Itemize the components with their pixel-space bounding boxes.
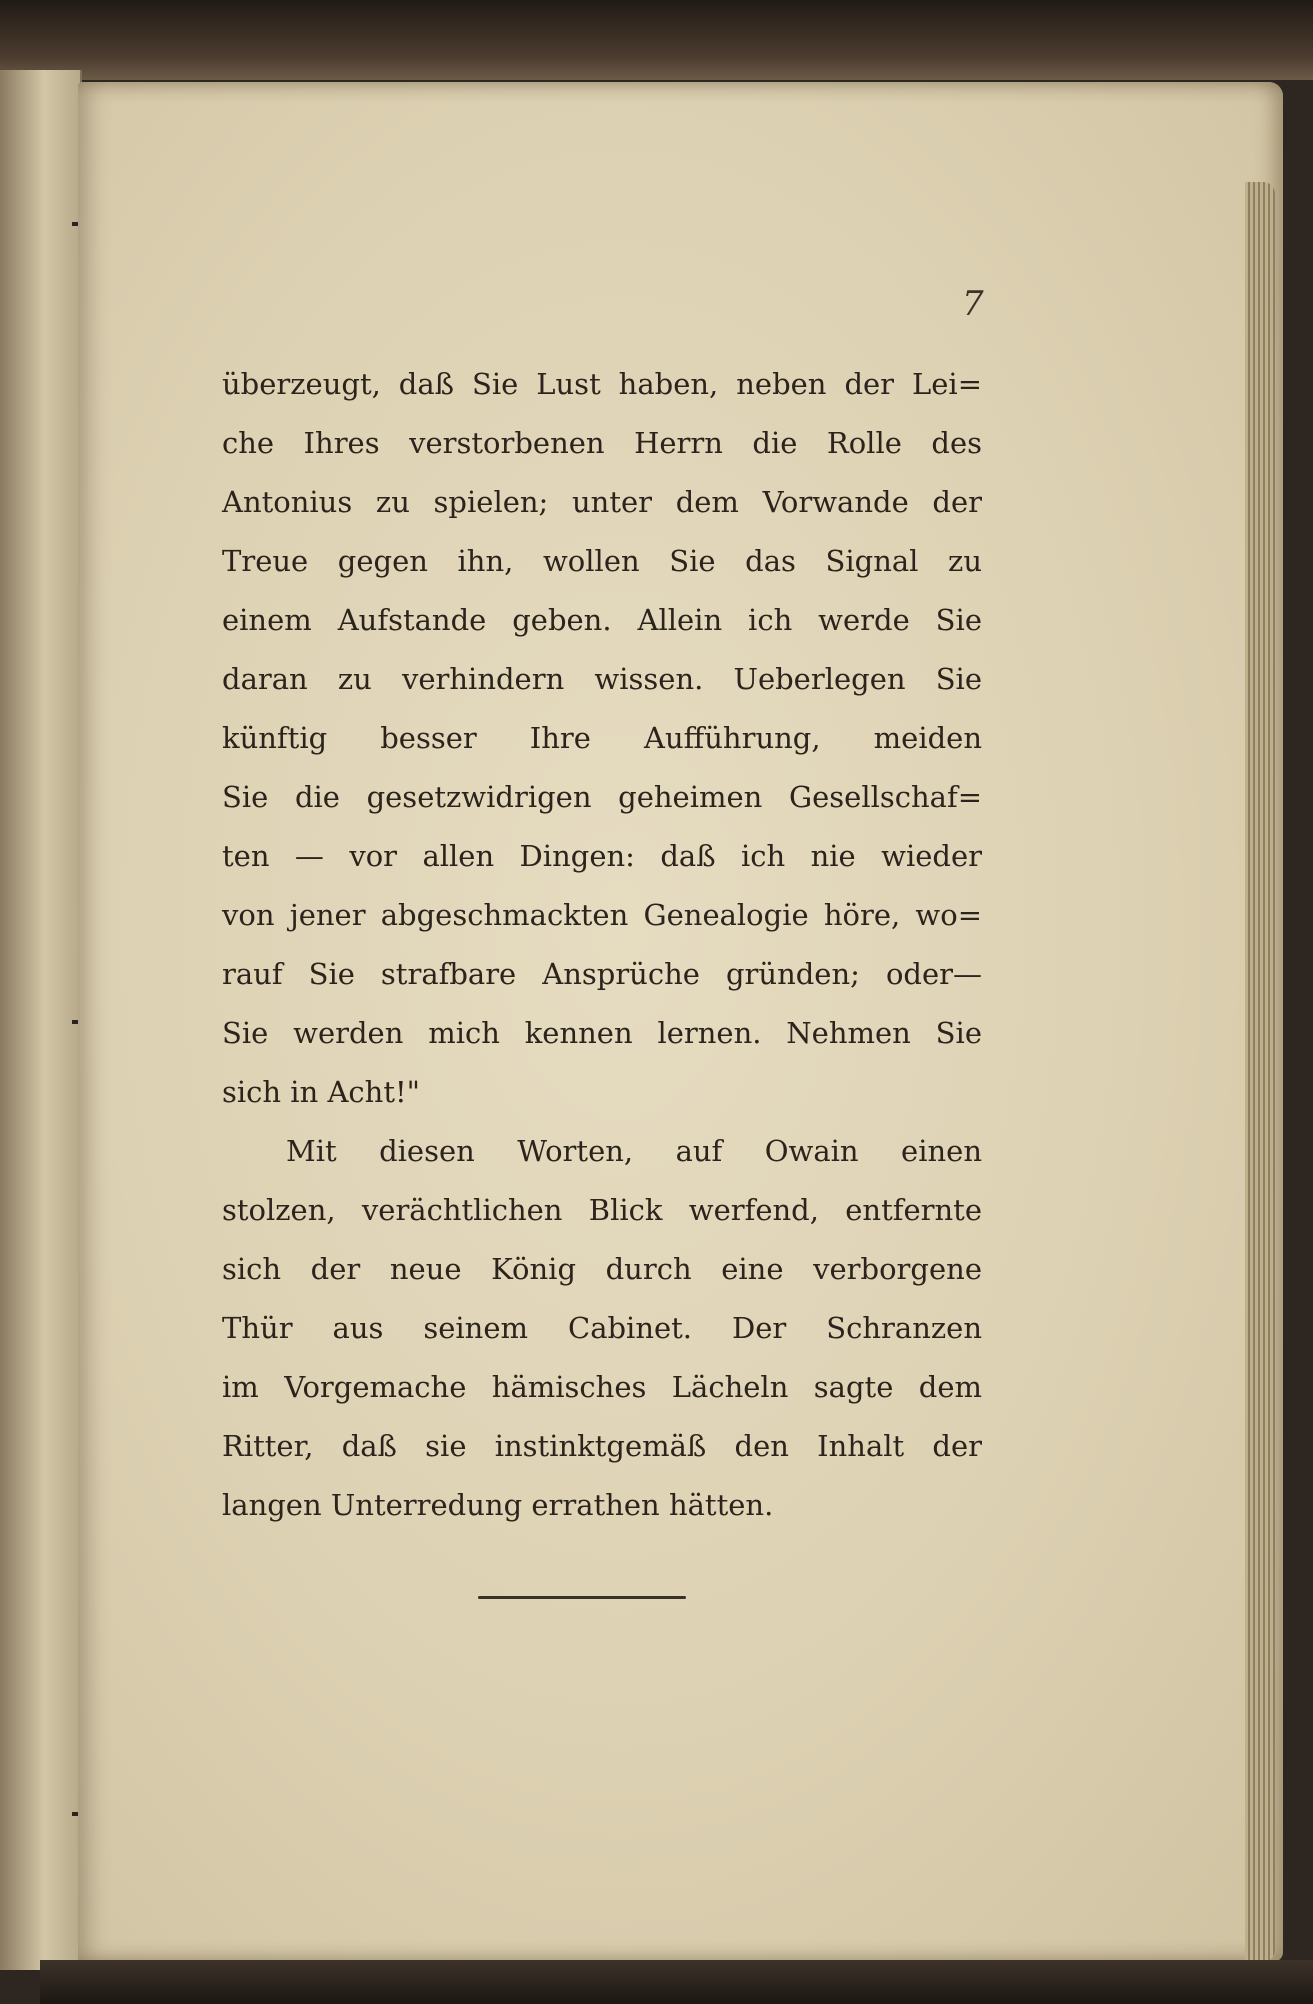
body-text	[222, 355, 982, 1535]
text-line: Ritter, daß sie instinktgemäß den Inhalt der	[222, 1429, 982, 1463]
facing-page-edge	[0, 70, 82, 1970]
paragraph-2	[222, 1122, 982, 1535]
text-line: sich in Acht!"	[222, 1075, 420, 1109]
end-of-text-rule	[478, 1596, 686, 1599]
text-line: im Vorgemache hämisches Lächeln sagte dem	[222, 1370, 982, 1404]
text-line: einem Aufstande geben. Allein ich werde Sie	[222, 603, 982, 637]
text-line: daran zu verhindern wissen. Ueberlegen Sie	[222, 662, 982, 696]
text-line: Antonius zu spielen; unter dem Vorwande der	[222, 485, 982, 519]
text-line: Thür aus seinem Cabinet. Der Schranzen	[222, 1311, 982, 1345]
text-line: rauf Sie strafbare Ansprüche gründen; oder—	[222, 957, 982, 991]
page-stack-edges	[1245, 182, 1275, 1962]
paragraph-1	[222, 355, 982, 1122]
text-line: che Ihres verstorbenen Herrn die Rolle des	[222, 426, 982, 460]
text-line: Sie werden mich kennen lernen. Nehmen Sie	[222, 1016, 982, 1050]
book-bottom-edge	[40, 1960, 1313, 2004]
book-spine-top	[0, 0, 1313, 80]
text-line: langen Unterredung errathen hätten.	[222, 1488, 774, 1522]
text-line: künftig besser Ihre Aufführung, meiden	[222, 721, 982, 755]
text-line: Mit diesen Worten, auf Owain einen	[286, 1134, 982, 1168]
text-line: ten — vor allen Dingen: daß ich nie wieder	[222, 839, 982, 873]
text-line: überzeugt, daß Sie Lust haben, neben der Lei=	[222, 367, 982, 401]
text-line: stolzen, verächtlichen Blick werfend, entfernte	[222, 1193, 982, 1227]
text-line: sich der neue König durch eine verborgene	[222, 1252, 982, 1286]
text-line: Sie die gesetzwidrigen geheimen Gesellschaf=	[222, 780, 982, 814]
page-number: 7	[962, 284, 984, 324]
text-line: von jener abgeschmackten Genealogie höre, wo=	[222, 898, 982, 932]
text-line: Treue gegen ihn, wollen Sie das Signal zu	[222, 544, 982, 578]
